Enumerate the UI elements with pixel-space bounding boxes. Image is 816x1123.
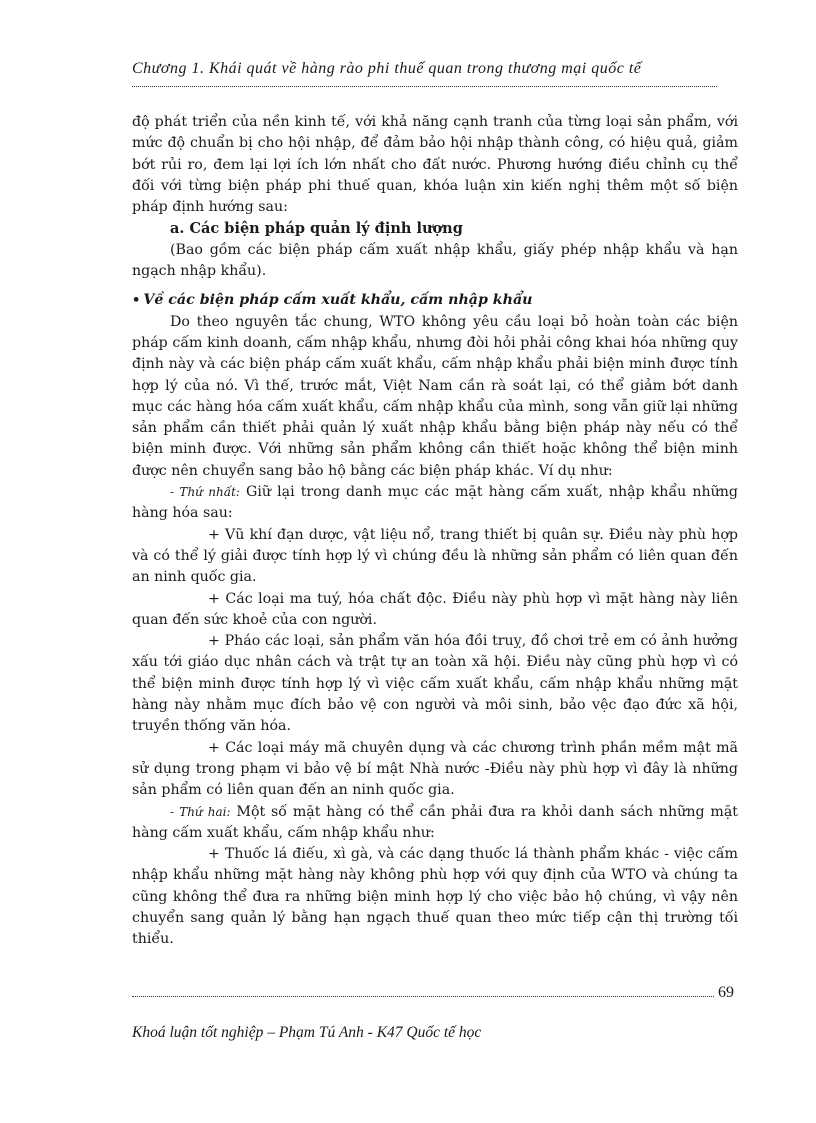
list-item: + Pháo các loại, sản phẩm văn hóa đồi truỵ, đồ chơi trẻ em có ảnh hưởng xấu tới giáo dục nhân cách và trật tự an toàn xã hội. Điều này cũng phù hợp vì có thể biện minh được tính hợp lý vì việc cấm xuất khẩu, cấm nhập khẩu những mặt hàng này nhằm mục đích bảo vệ con người và môi sinh, bảo vệc đạo đức xã hội, truyền thống văn hóa. — [132, 633, 738, 735]
paragraph-text: Giữ lại trong danh mục các mặt hàng cấm xuất, nhập khẩu những hàng hóa sau: — [132, 484, 738, 522]
paragraph — [132, 802, 738, 845]
list-item: + Các loại máy mã chuyên dụng và các chương trình phần mềm mật mã sử dụng trong phạm vi bảo vệ bí mật Nhà nước -Điều này phù hợp vì đây là những sản phẩm có liên quan đến an ninh quốc gia. — [132, 739, 738, 799]
running-footer: Khoá luận tốt nghiệp – Phạm Tú Anh - K47 Quốc tế học — [132, 1024, 482, 1041]
list-item: + Vũ khí đạn dược, vật liệu nổ, trang thiết bị quân sự. Điều này phù hợp và có thể lý giải được tính hợp lý vì chúng đều là những sản phẩm có liên quan đến an ninh quốc gia. — [132, 526, 738, 586]
page-body — [132, 112, 738, 951]
bullet-icon: • — [132, 293, 141, 309]
footer-divider — [132, 996, 714, 997]
section-heading: a. Các biện pháp quản lý định lượng — [170, 220, 463, 238]
header-divider — [132, 86, 717, 87]
paragraph: Do theo nguyên tắc chung, WTO không yêu cầu loại bỏ hoàn toàn các biện pháp cấm kinh doanh, cấm nhập khẩu, nhưng đòi hỏi phải công khai hóa những quy định này và các biện pháp cấm xuất khẩu, cấm nhập khẩu phải biện minh được tính hợp lý của nó. Vì thế, trước mắt, Việt Nam cần rà soát lại, có thể giảm bớt danh mục các hàng hóa cấm xuất khẩu, cấm nhập khẩu của mình, song vẫn giữ lại những sản phẩm cần thiết phải quản lý xuất nhập khẩu bằng biện pháp này nếu có thể biện minh được. Với những sản phẩm không cần thiết hoặc không thể biện minh được nên chuyển sang bảo hộ bằng các biện pháp khác. Ví dụ như: — [132, 313, 738, 479]
running-header: Chương 1. Khái quát về hàng rào phi thuế quan trong thương mại quốc tế — [132, 60, 642, 77]
list-item: + Các loại ma tuý, hóa chất độc. Điều này phù hợp vì mặt hàng này liên quan đến sức khoẻ của con người. — [132, 590, 738, 628]
bullet-heading — [132, 290, 738, 311]
paragraph: (Bao gồm các biện pháp cấm xuất nhập khẩu, giấy phép nhập khẩu và hạn ngạch nhập khẩu). — [132, 241, 738, 280]
paragraph: độ phát triển của nền kinh tế, với khả năng cạnh tranh của từng loại sản phẩm, với mức độ chuẩn bị cho hội nhập, để đảm bảo hội nhập thành công, có hiệu quả, giảm bớt rủi ro, đem lại lợi ích lớn nhất cho đất nước. Phương hướng điều chỉnh cụ thể đối với từng biện pháp phi thuế quan, khóa luận xin kiến nghị thêm một số biện pháp định hướng sau: — [132, 114, 738, 216]
page-number: 69 — [718, 984, 734, 1001]
paragraph — [132, 482, 738, 525]
bullet-heading-text: Về các biện pháp cấm xuất khẩu, cấm nhập khẩu — [143, 292, 533, 309]
lead-label: - Thứ nhất: — [170, 485, 240, 500]
paragraph-text: Một số mặt hàng có thể cần phải đưa ra khỏi danh sách những mặt hàng cấm xuất khẩu, cấm nhập khẩu như: — [132, 803, 738, 841]
list-item: + Thuốc lá điếu, xì gà, và các dạng thuốc lá thành phẩm khác - việc cấm nhập khẩu những mặt hàng này không phù hợp với quy định của WTO và chúng ta cũng không thể đưa ra những biện minh hợp lý cho việc bảo hộ chúng, vì vậy nên chuyển sang quản lý bằng hạn ngạch thuế quan theo mức tiếp cận thị trường tối thiểu. — [132, 846, 738, 948]
lead-label: - Thứ hai: — [170, 804, 231, 819]
